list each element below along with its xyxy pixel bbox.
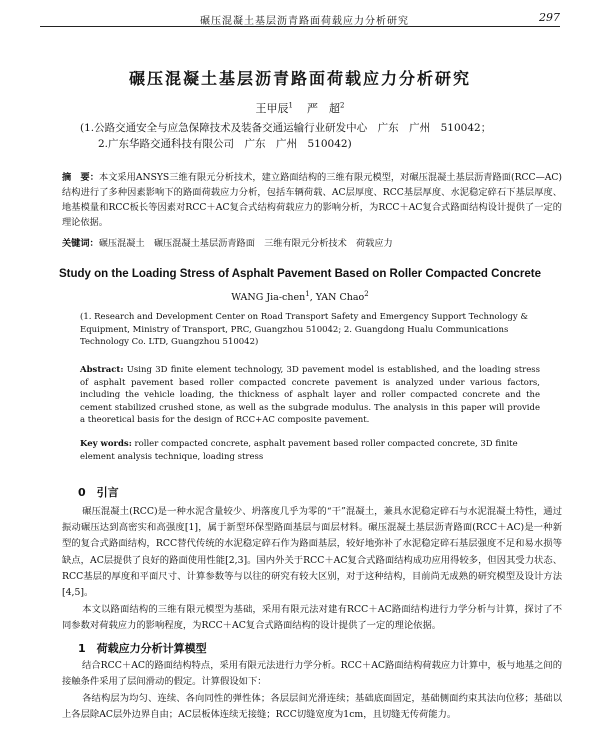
keywords-cn xyxy=(62,236,562,251)
abstract-cn xyxy=(62,170,562,230)
keywords-cn-label: 关键词： xyxy=(62,238,99,249)
running-title: 碾压混凝土基层沥青路面荷载应力分析研究 xyxy=(200,16,409,27)
affiliation-cn-line-1: (1.公路交通安全与应急保障技术及装备交通运输行业研发中心 广东 广州 510042； xyxy=(80,122,492,134)
author-2-en-mark: 2 xyxy=(364,290,369,298)
author-line-en: WANG Jia-chen$^1$, YAN Chao$^2$ xyxy=(231,290,369,304)
keywords-en-label: Key words: xyxy=(80,439,132,449)
paper-title-cn: 碾压混凝土基层沥青路面荷载应力分析研究 xyxy=(128,69,471,88)
affiliation-cn-line-2: 2.广东华路交通科技有限公司 广东 广州 510042) xyxy=(98,138,352,150)
author-2-en: YAN Chao xyxy=(315,292,365,304)
section-1-paragraph-2 xyxy=(62,691,562,723)
section-0-heading: 0 引言 xyxy=(78,486,119,499)
paper-title-en: Study on the Loading Stress of Asphalt Pavement Based on Roller Compacted Concrete xyxy=(58,268,542,280)
keywords-en-text: roller compacted concrete, asphalt pavement based roller compacted concrete, 3D finite element analysis technique, loading stress xyxy=(80,439,518,462)
section-0-paragraph-1 xyxy=(62,504,562,601)
keywords-cn-text: 碾压混凝土 碾压混凝土基层沥青路面 三维有限元分析技术 荷载应力 xyxy=(98,238,393,249)
author-2-cn: 严 超 xyxy=(307,102,340,115)
abstract-cn-text: 本文采用ANSYS三维有限元分析技术，建立路面结构的三维有限元模型，对碾压混凝土基层沥青路面(RCC—AC)结构进行了多种因素影响下的路面荷载应力分析，包括车辆荷载、AC层厚度、RCC基层厚度、水泥稳定碎石下基层厚度、地基模量和RCC板长等因素对RCC＋AC复合式结构荷载应力的影响分析，为RCC＋AC复合式路面结构设计提供了一定的理论依据。 xyxy=(62,172,563,228)
author-line-cn xyxy=(0,100,600,116)
abstract-en xyxy=(80,364,540,427)
author-1-en: WANG Jia-chen xyxy=(231,292,306,304)
author-2-mark: 2 xyxy=(340,101,345,110)
section-1-paragraph-2-text: 各结构层为均匀、连续、各向同性的弹性体；各层层间光滑连续；基础底面固定，基础侧面约束其法向位移；基础以上各层除AC层外边界自由；AC层板体连续无接缝；RCC切缝宽度为1cm，且切缝无传荷能力。 xyxy=(62,693,562,721)
section-1-heading: 1 荷载应力分析计算模型 xyxy=(78,642,207,655)
section-0-paragraph-2-text: 本文以路面结构的三维有限元模型为基础，采用有限元法对建有RCC＋AC路面结构进行力学分析与计算，探讨了不同参数对荷载应力的影响程度，为RCC＋AC复合式路面结构的设计提供了一定的理论依据。 xyxy=(62,604,562,632)
author-1-mark: 1 xyxy=(288,101,293,110)
section-0-paragraph-1-text: 碾压混凝土(RCC)是一种水泥含量较少、坍落度几乎为零的“干”混凝土，兼具水泥稳定碎石与水泥混凝土特性，通过振动碾压达到高密实和高强度[1]，属于新型环保型路面基层与面层材料。碾压混凝土基层沥青路面(RCC＋AC)是一种新型的复合式路面结构，RCC替代传统的水泥稳定碎石作为路面基层，较好地弥补了水泥稳定碎石基层强度不足和易水损等缺点，AC层提供了良好的路面使用性能[2,3]。国内外关于RCC＋AC复合式路面结构成功应用得较多，但因其受力状态、RCC基层的厚度和平面尺寸、计算参数等与以往的研究有较大区别，对于这种结构，目前尚无成熟的研究模型及设计方法[4,5]。 xyxy=(62,506,562,599)
author-1-cn: 王甲辰 xyxy=(255,102,289,115)
author-1-en-mark: 1 xyxy=(305,290,310,298)
abstract-en-text: Using 3D finite element technology, 3D pavement model is established, and the loading stress of asphalt pavement based roller compacted concrete pavement is analyzed under various factors, including the vehicle loading, the thickness of asphalt layer and roller compacted concrete and the cement stabilized crushed stone, as well as the subgrade modulus. The analysis in this paper will provide a theoretical basis for the design of RCC+AC composite pavement. xyxy=(80,365,541,425)
running-header xyxy=(40,10,560,27)
abstract-en-label: Abstract: xyxy=(80,365,124,375)
abstract-cn-label: 摘 要： xyxy=(62,172,99,183)
section-0-paragraph-2 xyxy=(62,602,562,634)
affiliation-en: (1. Research and Development Center on Road Transport Safety and Emergency Support Technology & Equipment, Ministry of Transport, PRC, Guangzhou 510042; 2. Guangdong Hualu Communications Technology Co. LTD, Guangzhou 510042) xyxy=(80,312,528,347)
section-1-paragraph-1 xyxy=(62,658,562,690)
section-1-paragraph-1-text: 结合RCC＋AC的路面结构特点，采用有限元法进行力学分析。RCC＋AC路面结构荷载应力计算中，板与地基之间的接触条件采用了层间滑动的假定。计算假设如下： xyxy=(62,660,562,688)
keywords-en xyxy=(80,438,540,463)
page-number: 297 xyxy=(539,11,560,24)
